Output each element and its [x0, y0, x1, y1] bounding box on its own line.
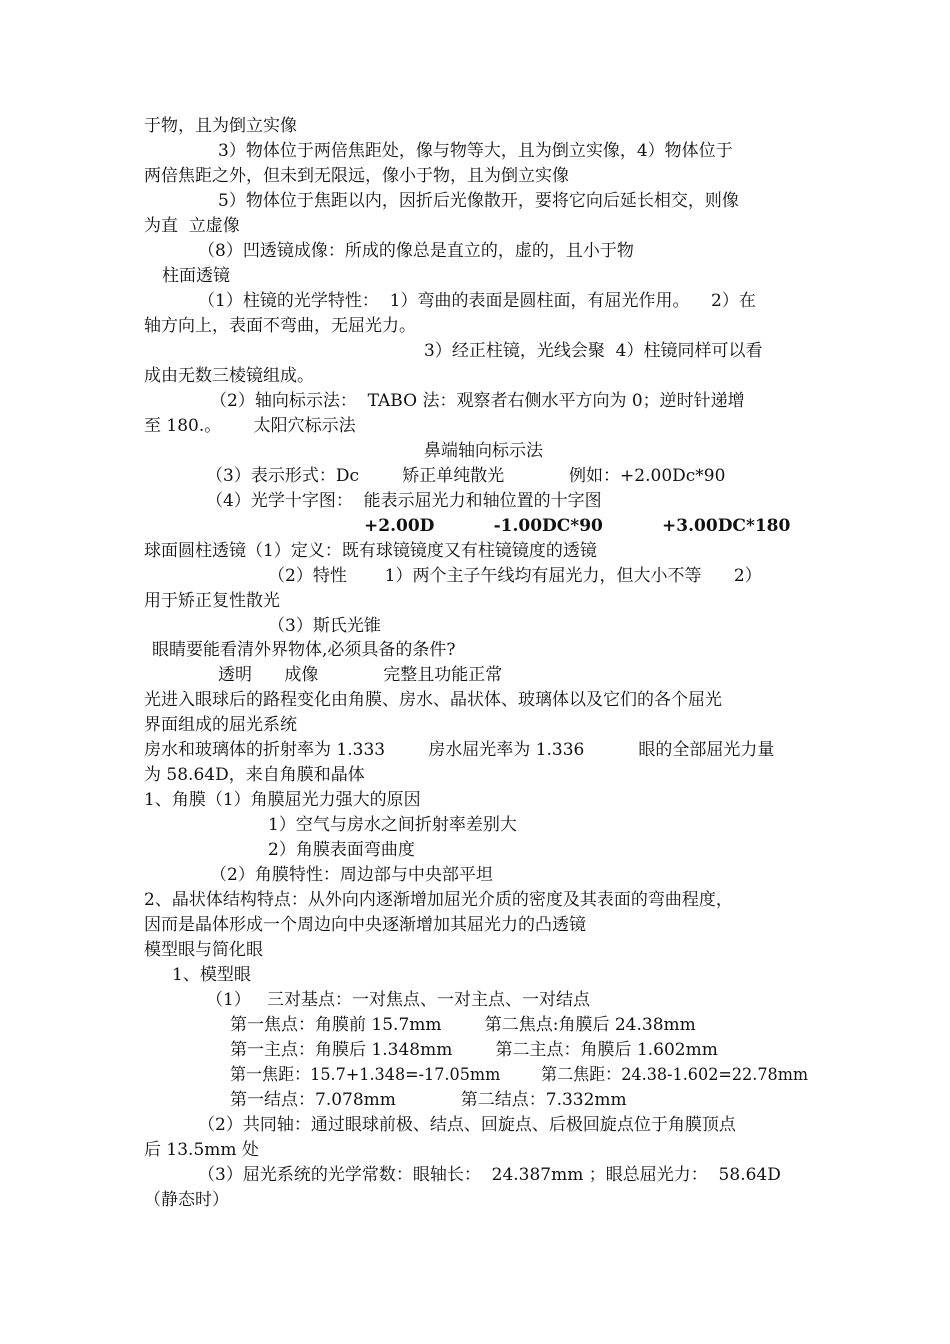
text-line: 1、角膜（1）角膜屈光力强大的原因 — [144, 790, 421, 810]
text-line: 5）物体位于焦距以内，因折后光像散开，要将它向后延长相交，则像 — [218, 191, 739, 211]
text-line: 3）经正柱镜，光线会聚 4）柱镜同样可以看 — [424, 341, 763, 361]
text-line: 轴方向上，表面不弯曲，无屈光力。 — [144, 316, 416, 336]
section-heading: 模型眼与简化眼 — [144, 940, 263, 960]
text-line: 1）空气与房水之间折射率差别大 — [268, 815, 517, 835]
text-line: 光进入眼球后的路程变化由角膜、房水、晶状体、玻璃体以及它们的各个屈光 — [144, 690, 722, 710]
text-line: 第一结点：7.078mm 第二结点：7.332mm — [230, 1090, 627, 1110]
section-heading: 柱面透镜 — [162, 266, 230, 286]
text-line: （3）斯氏光锥 — [268, 616, 381, 636]
text-line: （2）轴向标示法： TABO 法：观察者右侧水平方向为 0；逆时针递增 — [210, 391, 745, 411]
text-line: 球面圆柱透镜（1）定义：既有球镜镜度又有柱镜镜度的透镜 — [144, 541, 597, 561]
text-line: 用于矫正复性散光 — [144, 591, 280, 611]
text-line: 1、模型眼 — [172, 965, 251, 985]
text-line: 第一焦距：15.7+1.348=-17.05mm 第二焦距：24.38-1.602=22.78mm — [230, 1065, 809, 1085]
text-line: 于物，且为倒立实像 — [144, 116, 297, 136]
text-line: 第一焦点：角膜前 15.7mm 第二焦点:角膜后 24.38mm — [230, 1015, 696, 1035]
text-line: 鼻端轴向标示法 — [424, 441, 543, 461]
text-line: （4）光学十字图： 能表示屈光力和轴位置的十字图 — [206, 491, 602, 511]
text-line: 透明 成像 完整且功能正常 — [218, 665, 503, 685]
text-line: 2、晶状体结构特点：从外向内逐渐增加屈光介质的密度及其表面的弯曲程度， — [144, 890, 733, 910]
text-line: （静态时） — [144, 1190, 229, 1210]
text-line: 成由无数三棱镜组成。 — [144, 366, 314, 386]
text-line: （8）凹透镜成像：所成的像总是直立的，虚的，且小于物 — [198, 241, 634, 261]
text-line: （1）柱镜的光学特性： 1）弯曲的表面是圆柱面，有屈光作用。 2）在 — [198, 291, 756, 311]
text-line: （3）屈光系统的光学常数：眼轴长： 24.387mm ；眼总屈光力： 58.64D — [198, 1165, 781, 1185]
text-line: 界面组成的屈光系统 — [144, 715, 297, 735]
text-line: 3）物体位于两倍焦距处，像与物等大，且为倒立实像，4）物体位于 — [218, 141, 733, 161]
section-heading: 眼睛要能看清外界物体,必须具备的条件? — [152, 640, 456, 660]
text-line: +2.00D -1.00DC*90 +3.00DC*180 — [364, 516, 791, 536]
text-line: （2）共同轴：通过眼球前极、结点、回旋点、后极回旋点位于角膜顶点 — [198, 1115, 736, 1135]
text-line: 两倍焦距之外，但未到无限远，像小于物，且为倒立实像 — [144, 166, 569, 186]
text-line: 房水和玻璃体的折射率为 1.333 房水屈光率为 1.336 眼的全部屈光力量 — [144, 740, 775, 760]
text-line: （2）特性 1）两个主子午线均有屈光力，但大小不等 2） — [268, 566, 762, 586]
text-line: 因而是晶体形成一个周边向中央逐渐增加其屈光力的凸透镜 — [144, 915, 586, 935]
text-line: 至 180.。 太阳穴标示法 — [144, 416, 356, 436]
text-line: （1） 三对基点：一对焦点、一对主点、一对结点 — [206, 990, 591, 1010]
text-line: 第一主点：角膜后 1.348mm 第二主点：角膜后 1.602mm — [230, 1040, 718, 1060]
text-line: 为 58.64D，来自角膜和晶体 — [144, 765, 365, 785]
text-line: 后 13.5mm 处 — [144, 1140, 259, 1160]
text-line: （2）角膜特性：周边部与中央部平坦 — [210, 865, 493, 885]
text-line: 为直 立虚像 — [144, 216, 240, 236]
text-line: 2）角膜表面弯曲度 — [268, 840, 415, 860]
text-line: （3）表示形式：Dc 矫正单纯散光 例如：+2.00Dc*90 — [206, 466, 726, 486]
